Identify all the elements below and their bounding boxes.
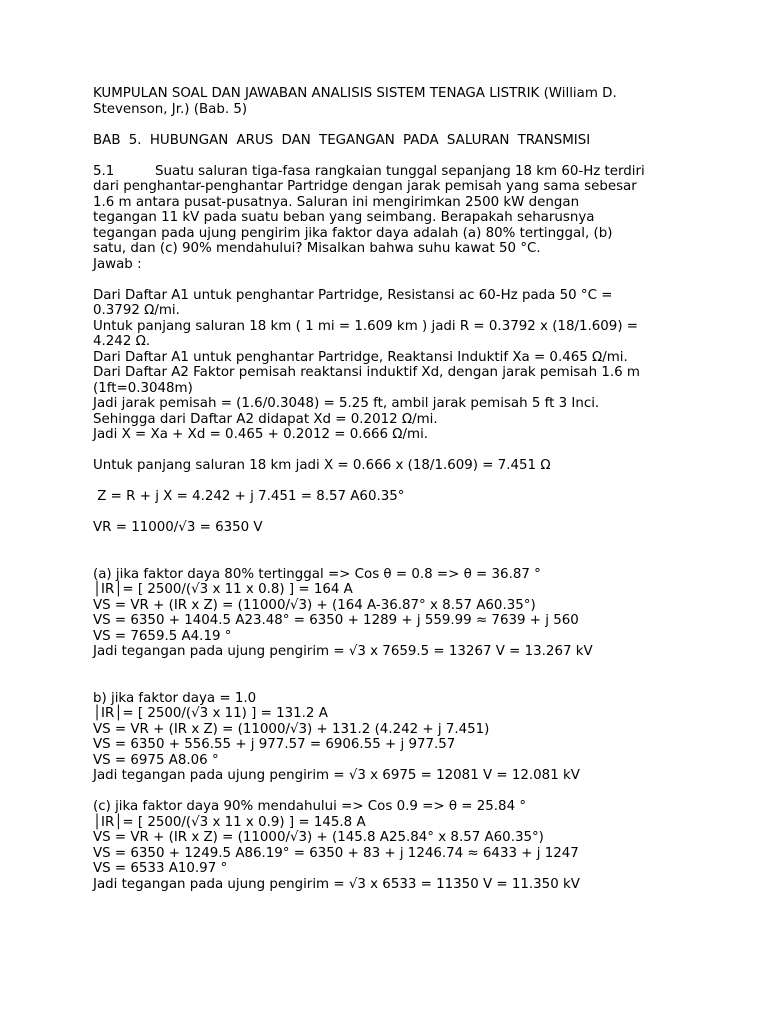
solution-line: Dari Daftar A2 Faktor pemisah reaktansi induktif Xd, dengan jarak pemisah 1.6 m: [93, 365, 640, 380]
case-b-line: b) jika faktor daya = 1.0: [93, 690, 257, 706]
case-b-line: VS = 6975 A8.06 °: [93, 752, 219, 768]
case-b: [93, 691, 713, 784]
problem-line: 1.6 m antara pusat-pusatnya. Saluran ini mengirimkan 2500 kW dengan: [93, 194, 580, 210]
case-b-line: Jadi tegangan pada ujung pengirim = √3 x 6975 = 12081 V = 12.081 kV: [93, 768, 580, 783]
case-b-line: VS = VR + (IR x Z) = (11000/√3) + 131.2 (4.242 + j 7.451): [93, 721, 490, 737]
problem-line: satu, dan (c) 90% mendahului? Misalkan bahwa suhu kawat 50 °C.: [93, 241, 541, 256]
title-line: KUMPULAN SOAL DAN JAWABAN ANALISIS SISTEM TENAGA LISTRIK (William D.: [93, 86, 617, 101]
document-page: [93, 86, 713, 892]
solution-line: 4.242 Ω.: [93, 334, 151, 349]
problem-line: tegangan pada ujung pengirim jika faktor daya adalah (a) 80% tertinggal, (b): [93, 225, 613, 241]
document-title: [93, 86, 713, 117]
case-b-line: VS = 6350 + 556.55 + j 977.57 = 6906.55 + j 977.57: [93, 737, 456, 752]
answer-label: Jawab :: [93, 256, 142, 272]
problem-number: 5.1: [93, 163, 115, 179]
case-a-line: VS = VR + (IR x Z) = (11000/√3) + (164 A-36.87° x 8.57 A60.35°): [93, 597, 536, 613]
solution-block: [93, 288, 713, 443]
case-a-line: │IR│= [ 2500/(√3 x 11 x 0.8) ] = 164 A: [93, 582, 353, 597]
solution-line: Jadi X = Xa + Xd = 0.465 + 0.2012 = 0.666 Ω/mi.: [93, 427, 429, 442]
case-a: [93, 567, 713, 660]
impedance-line: Z = R + j X = 4.242 + j 7.451 = 8.57 A60.35°: [93, 489, 405, 504]
solution-line: (1ft=0.3048m): [93, 380, 193, 396]
solution-line: Jadi jarak pemisah = (1.6/0.3048) = 5.25 ft, ambil jarak pemisah 5 ft 3 Inci.: [93, 396, 600, 411]
case-c: [93, 799, 713, 892]
case-c-line: VS = 6533 A10.97 °: [93, 861, 228, 876]
problem-line: dari penghantar-penghantar Partridge dengan jarak pemisah yang sama sebesar: [93, 179, 637, 194]
solution-line: 0.3792 Ω/mi.: [93, 303, 180, 318]
title-line: Stevenson, Jr.) (Bab. 5): [93, 101, 248, 117]
case-a-line: (a) jika faktor daya 80% tertinggal => Cos θ = 0.8 => θ = 36.87 °: [93, 566, 541, 582]
solution-line: Dari Daftar A1 untuk penghantar Partridge, Reaktansi Induktif Xa = 0.465 Ω/mi.: [93, 349, 628, 365]
case-c-line: (c) jika faktor daya 90% mendahului => Cos 0.9 => θ = 25.84 °: [93, 799, 527, 814]
case-a-line: VS = 6350 + 1404.5 A23.48° = 6350 + 1289 + j 559.99 ≈ 7639 + j 560: [93, 613, 579, 628]
solution-line: Sehingga dari Daftar A2 didapat Xd = 0.2012 Ω/mi.: [93, 411, 438, 427]
case-a-line: Jadi tegangan pada ujung pengirim = √3 x 7659.5 = 13267 V = 13.267 kV: [93, 644, 593, 659]
problem-line: tegangan 11 kV pada suatu beban yang seimbang. Berapakah seharusnya: [93, 210, 595, 225]
case-c-line: │IR│= [ 2500/(√3 x 11 x 0.9) ] = 145.8 A: [93, 814, 366, 830]
solution-line: Untuk panjang saluran 18 km ( 1 mi = 1.609 km ) jadi R = 0.3792 x (18/1.609) =: [93, 318, 639, 334]
case-c-line: VS = 6350 + 1249.5 A86.19° = 6350 + 83 + j 1246.74 ≈ 6433 + j 1247: [93, 845, 579, 861]
case-c-line: VS = VR + (IR x Z) = (11000/√3) + (145.8 A25.84° x 8.57 A60.35°): [93, 830, 544, 845]
chapter-heading: BAB 5. HUBUNGAN ARUS DAN TEGANGAN PADA SALURAN TRANSMISI: [93, 132, 591, 148]
problem-statement: [93, 164, 713, 273]
case-c-line: Jadi tegangan pada ujung pengirim = √3 x 6533 = 11350 V = 11.350 kV: [93, 876, 580, 892]
problem-line: Suatu saluran tiga-fasa rangkaian tunggal sepanjang 18 km 60-Hz terdiri: [155, 163, 645, 179]
case-a-line: VS = 7659.5 A4.19 °: [93, 628, 232, 644]
solution-line: Dari Daftar A1 untuk penghantar Partridge, Resistansi ac 60-Hz pada 50 °C =: [93, 287, 613, 303]
vr-line: VR = 11000/√3 = 6350 V: [93, 520, 263, 535]
case-b-line: │IR│= [ 2500/(√3 x 11) ] = 131.2 A: [93, 706, 328, 721]
reactance-line: Untuk panjang saluran 18 km jadi X = 0.666 x (18/1.609) = 7.451 Ω: [93, 458, 551, 473]
